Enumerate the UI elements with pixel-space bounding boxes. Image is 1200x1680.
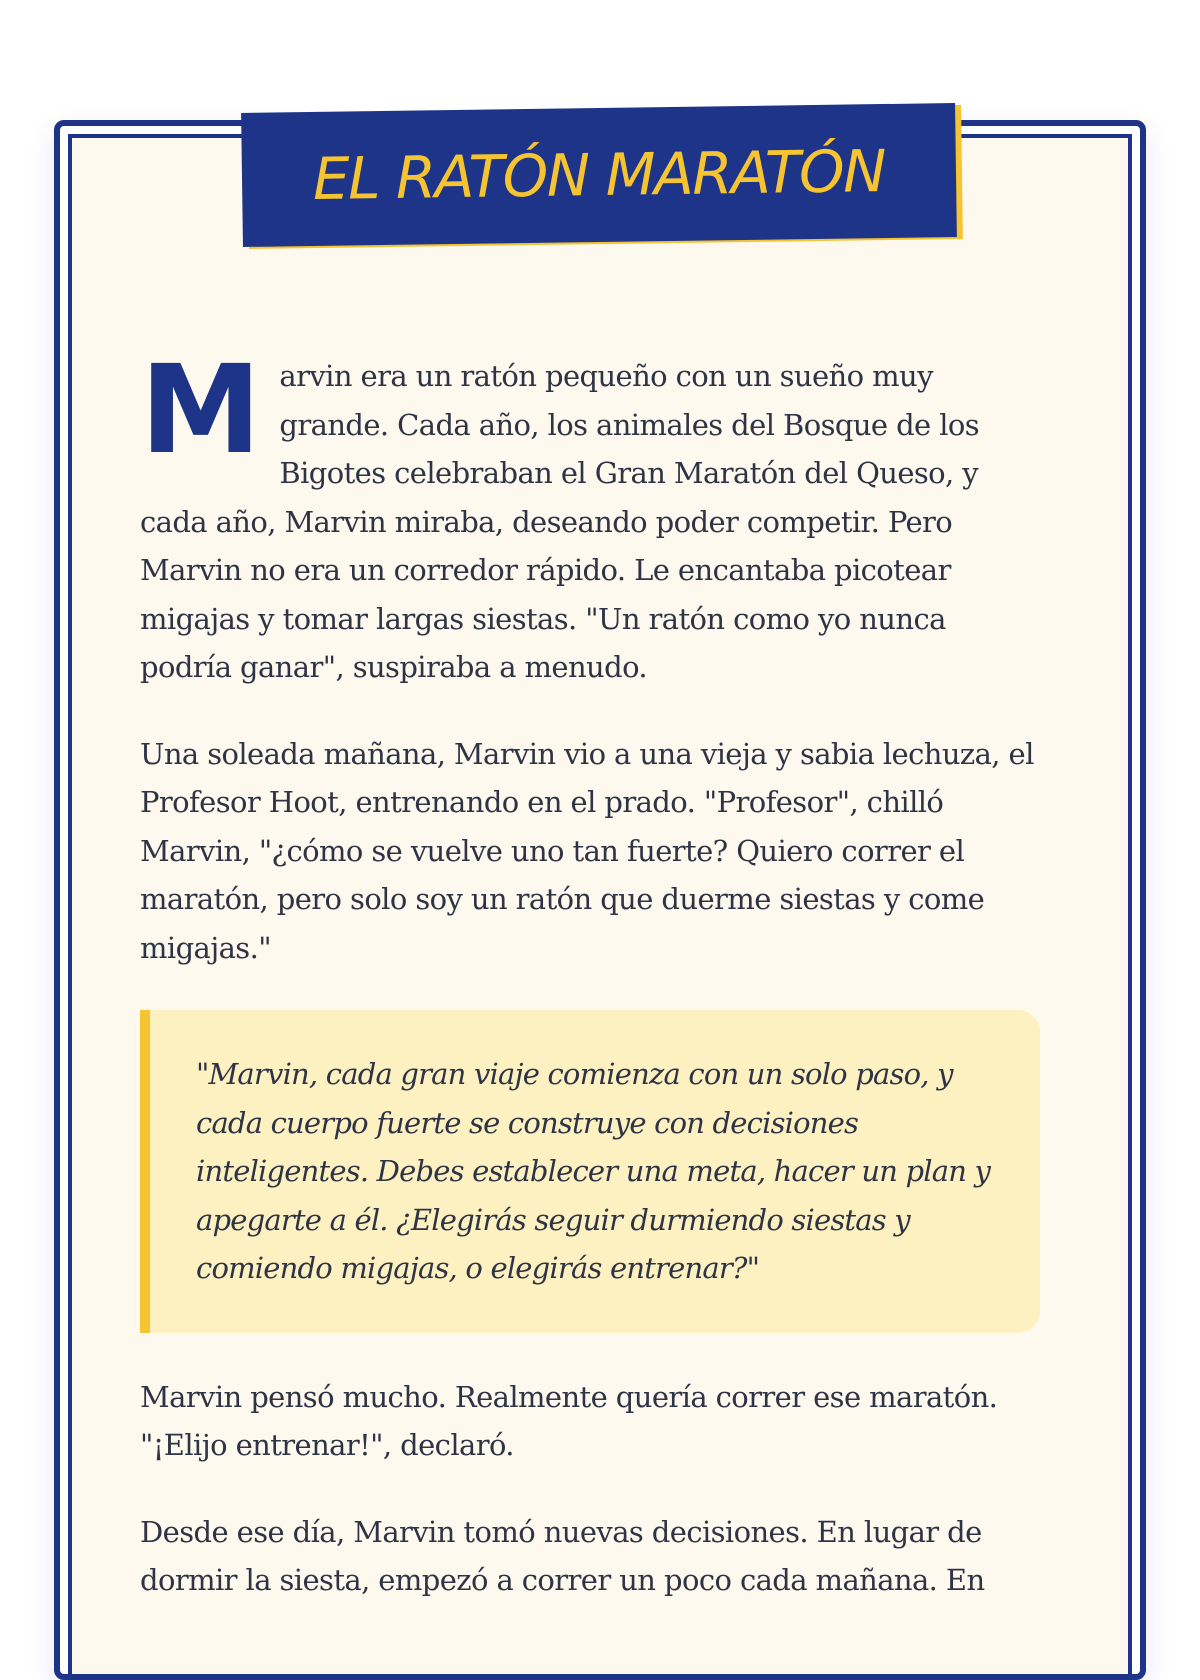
paragraph-3: Marvin pensó mucho. Realmente quería correr ese maratón. "¡Elijo entrenar!", declaró. [140, 1379, 998, 1462]
story-title: EL RATÓN MARATÓN [312, 137, 886, 213]
story-body [140, 339, 1040, 1643]
pull-quote: "Marvin, cada gran viaje comienza con un solo paso, y cada cuerpo fuerte se construye con decisiones inteligentes. Debes establecer una meta, hacer un plan y apegarte a él. ¿Elegirás seguir durmiendo siestas y comiendo migajas, o elegirás entrenar?" [140, 1010, 1040, 1333]
paragraph-1-text: arvin era un ratón pequeño con un sueño muy grande. Cada año, los animales del Bosque de los Bigotes celebraban el Gran Maratón del Queso, y cada año, Marvin miraba, deseando poder competir. Pero Marvin no era un corredor rápido. Le encantaba picotear migajas y tomar largas siestas. "Un ratón como yo nunca podría ganar", suspiraba a menudo. [140, 359, 980, 684]
title-banner [241, 103, 957, 247]
paragraph-4: Desde ese día, Marvin tomó nuevas decisiones. En lugar de dormir la siesta, empezó a correr un poco cada mañana. En [140, 1514, 985, 1597]
paragraph-2: Una soleada mañana, Marvin vio a una vieja y sabia lechuza, el Profesor Hoot, entrenando en el prado. "Profesor", chilló Marvin, "¿cómo se vuelve uno tan fuerte? Quiero correr el maratón, pero solo soy un ratón que duerme siestas y come migajas." [140, 736, 1034, 965]
paragraph-1 [140, 339, 1040, 692]
drop-cap: M [140, 339, 258, 481]
